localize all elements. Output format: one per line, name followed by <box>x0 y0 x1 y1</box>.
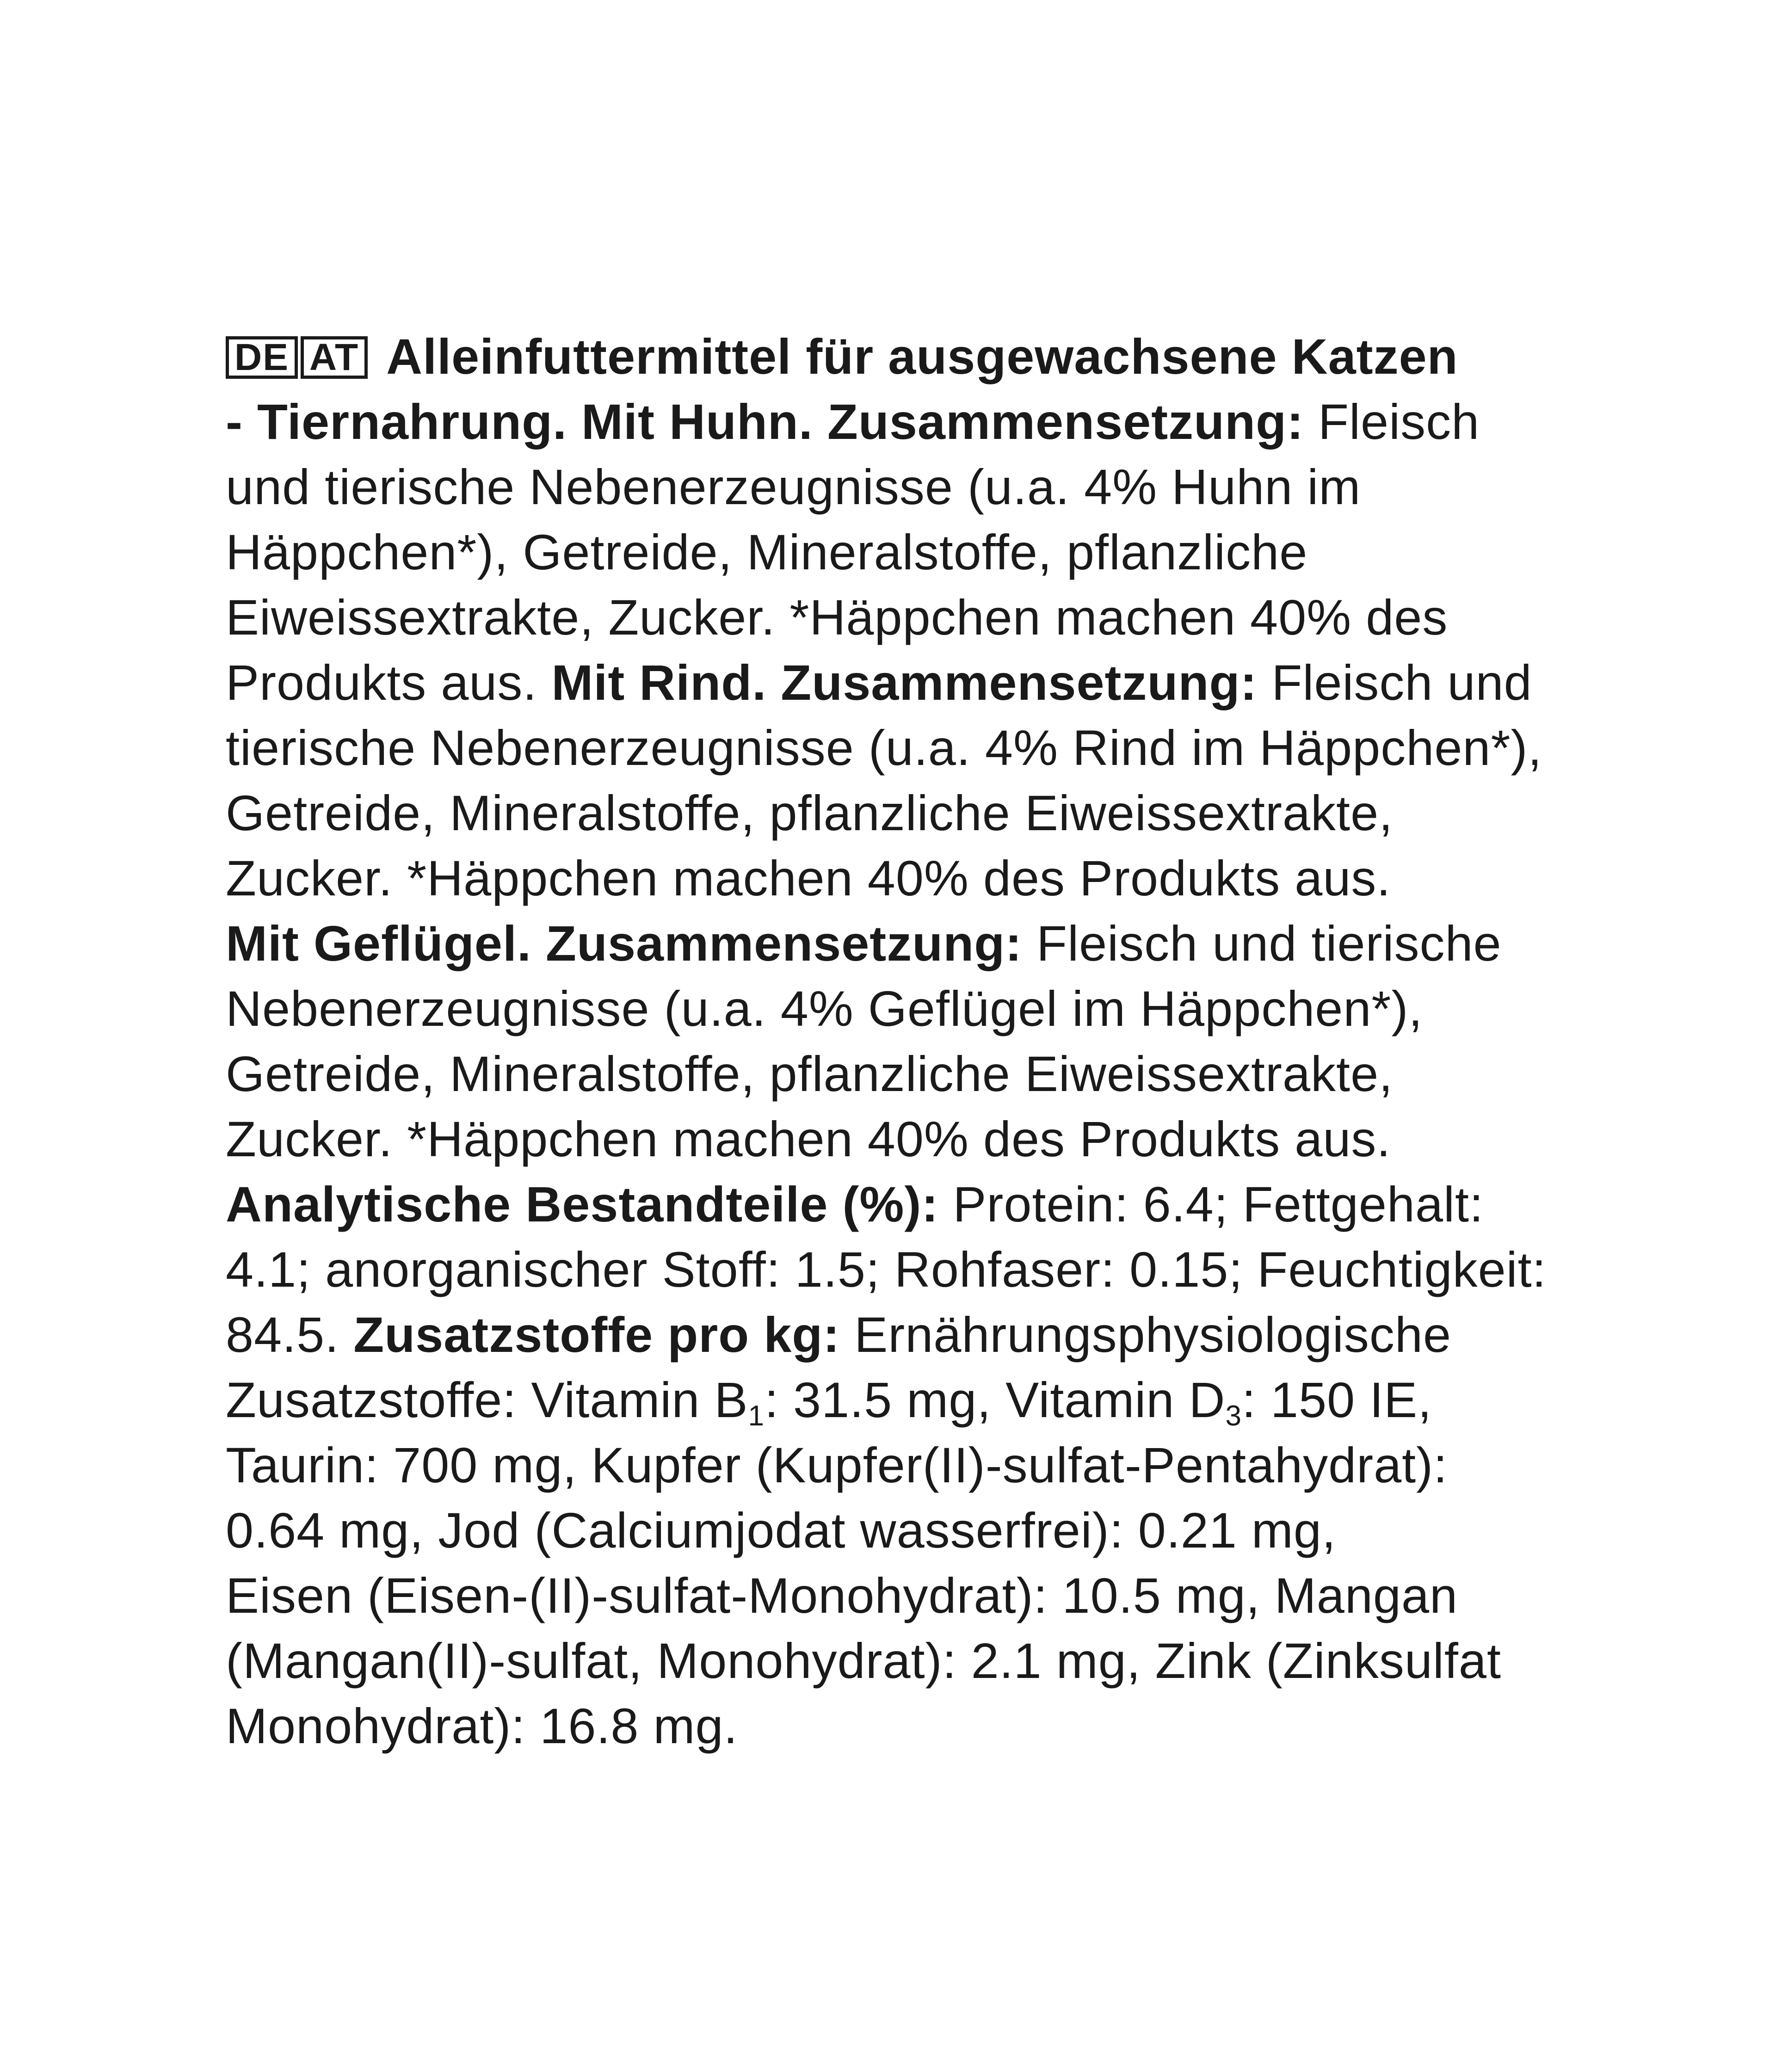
label-line <box>226 389 1572 454</box>
label-line <box>226 715 1572 780</box>
text: Taurin: 700 mg, Kupfer (Kupfer(II)-sulfat-Pentahydrat): <box>226 1437 1448 1493</box>
text: Ernährungsphysiologische <box>840 1307 1452 1363</box>
bold-text: - Tiernahrung. Mit Huhn. Zusammensetzung: <box>226 394 1304 450</box>
text: Fleisch und <box>1257 654 1532 710</box>
bold-text: Analytische Bestandteile (%): <box>226 1176 939 1232</box>
text: 84.5. <box>226 1307 354 1363</box>
text: Häppchen*), Getreide, Mineralstoffe, pflanzliche <box>226 524 1308 580</box>
label-line <box>226 1628 1572 1693</box>
label-line <box>226 1172 1572 1237</box>
text: Eisen (Eisen-(II)-sulfat-Monohydrat): 10.5 mg, Mangan <box>226 1567 1458 1623</box>
country-code-badge: DE <box>226 336 298 379</box>
label-line <box>226 1237 1572 1302</box>
bold-text: Mit Geflügel. Zusammensetzung: <box>226 915 1023 971</box>
text: Zucker. *Häppchen machen 40% des Produkts aus. <box>226 1111 1391 1167</box>
label-line <box>226 911 1572 976</box>
label-line <box>226 1693 1572 1758</box>
label-line <box>226 519 1572 585</box>
bold-text: Alleinfuttermittel für ausgewachsene Katzen <box>386 328 1458 384</box>
text: Fleisch <box>1304 394 1480 450</box>
label-line <box>226 585 1572 650</box>
label-line <box>226 1432 1572 1498</box>
ingredient-label <box>226 324 1572 1758</box>
text: Produkts aus. <box>226 654 552 710</box>
subscript-text: 1 <box>748 1400 765 1432</box>
label-line <box>226 780 1572 845</box>
subscript-text: 3 <box>1225 1400 1242 1432</box>
text: Monohydrat): 16.8 mg. <box>226 1698 738 1754</box>
label-line <box>226 1563 1572 1628</box>
label-line <box>226 1041 1572 1106</box>
label-line <box>226 324 1572 389</box>
text: Nebenerzeugnisse (u.a. 4% Geflügel im Häppchen*), <box>226 980 1423 1036</box>
text: Zusatzstoffe: Vitamin B <box>226 1372 748 1428</box>
text: Fleisch und tierische <box>1022 915 1502 971</box>
label-line <box>226 650 1572 715</box>
text: Getreide, Mineralstoffe, pflanzliche Eiweissextrakte, <box>226 1046 1394 1102</box>
text: : 150 IE, <box>1241 1372 1432 1428</box>
text: 0.64 mg, Jod (Calciumjodat wasserfrei): 0.21 mg, <box>226 1502 1336 1558</box>
text: : 31.5 mg, Vitamin D <box>765 1372 1226 1428</box>
label-line <box>226 1367 1572 1432</box>
bold-text: Mit Rind. Zusammensetzung: <box>551 654 1258 710</box>
text: Eiweissextrakte, Zucker. *Häppchen machen 40% des <box>226 589 1448 645</box>
text: 4.1; anorganischer Stoff: 1.5; Rohfaser: 0.15; Feuchtigkeit: <box>226 1241 1547 1297</box>
label-line <box>226 1498 1572 1563</box>
country-code-badge: AT <box>301 336 368 379</box>
label-line <box>226 976 1572 1041</box>
text: (Mangan(II)-sulfat, Monohydrat): 2.1 mg, Zink (Zinksulfat <box>226 1633 1501 1689</box>
text: Zucker. *Häppchen machen 40% des Produkts aus. <box>226 850 1391 906</box>
text: Protein: 6.4; Fettgehalt: <box>938 1176 1484 1232</box>
label-line <box>226 454 1572 519</box>
label-line <box>226 1106 1572 1172</box>
label-line <box>226 1302 1572 1367</box>
text: und tierische Nebenerzeugnisse (u.a. 4% Huhn im <box>226 459 1361 515</box>
text: Getreide, Mineralstoffe, pflanzliche Eiweissextrakte, <box>226 785 1394 841</box>
bold-text: Zusatzstoffe pro kg: <box>353 1307 840 1363</box>
text: tierische Nebenerzeugnisse (u.a. 4% Rind im Häppchen*), <box>226 720 1542 776</box>
label-line <box>226 845 1572 911</box>
